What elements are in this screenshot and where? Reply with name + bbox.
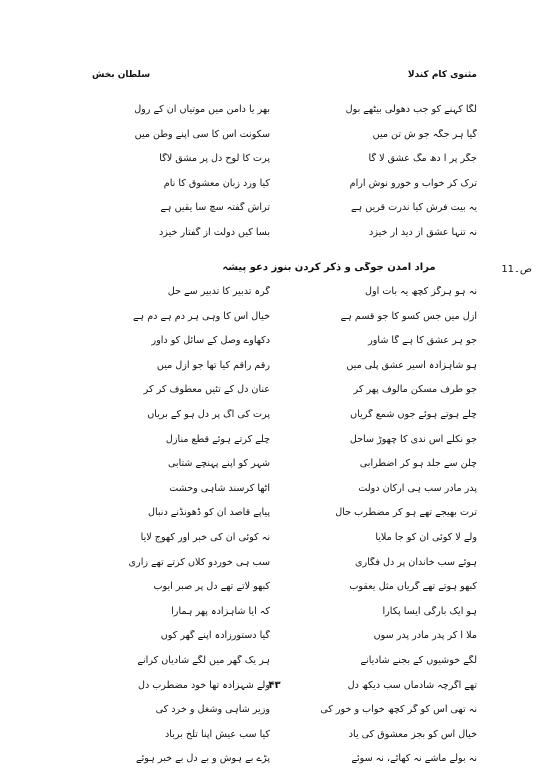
second-hemistich: کیا ورد زبان معشوق کا نام	[163, 177, 270, 189]
first-hemistich: لگے خوشیوں کے بجنے شادیانے	[360, 654, 477, 666]
second-hemistich: عنان دل کے تئیں معطوف کر کر	[143, 384, 270, 396]
first-hemistich: جو ہر عشق کا ہے گا شاور	[368, 335, 477, 347]
second-hemistich: اٹھا کرسند شاہی وحشت	[169, 482, 270, 494]
second-hemistich: پیاپے قاصد ان کو ڈھونڈنے دنبال	[148, 507, 270, 519]
verse-row	[92, 581, 477, 606]
verse-row	[92, 434, 477, 459]
second-hemistich: ولے شہزادہ تھا خود مضطرب دل	[137, 679, 270, 691]
verse-row	[92, 360, 477, 385]
second-hemistich: رقم راقم کیا تھا جو ازل میں	[156, 359, 270, 371]
second-hemistich: کیا سب عیش اپنا تلخ برباد	[165, 728, 270, 740]
verse-row	[92, 557, 477, 582]
verse-row	[92, 311, 477, 336]
verse-row	[92, 532, 477, 557]
first-hemistich: لگا کہنے کو جب دھولی بیٹھے بول	[345, 104, 477, 115]
first-hemistich: ازل میں جس کسو کا جو قسم ہے	[340, 310, 477, 322]
first-hemistich: پدر مادر سب ہی ارکان دولت	[358, 482, 477, 494]
first-hemistich: ولے لا کوئی ان کو جا ملایا	[375, 531, 477, 543]
manuscript-reference: ص۔11	[501, 264, 532, 275]
section-heading	[92, 262, 532, 280]
second-hemistich: سب ہی خوردو کلاں کرتے تھے زاری	[128, 556, 270, 568]
first-hemistich: چلن سے جلد ہو کر اضطرابی	[359, 458, 477, 470]
second-hemistich: گیا دستورزادہ اپنے گھر کوں	[160, 630, 270, 642]
verse-row	[92, 153, 477, 178]
first-hemistich: ہوئے سب خاندان پر دل فگاری	[354, 556, 477, 568]
verse-row	[92, 104, 477, 129]
second-hemistich: شہر کو اپنے پہنچے شتابی	[167, 458, 270, 470]
first-hemistich: جو نکلے اس ندی کا چھوڑ ساحل	[349, 433, 477, 445]
first-hemistich: نہ تھی اس کو گر کچھ خواب و خور کی	[320, 704, 477, 716]
first-hemistich: نہ ہو ہرگز کچھ یہ بات اول	[365, 286, 477, 297]
verse-row	[92, 483, 477, 508]
second-hemistich: سکونت اس کا سی اپنے وطن میں	[134, 128, 270, 140]
second-hemistich: پرت کی آگ پر دل ہو کے بریاں	[147, 408, 270, 420]
first-hemistich: چلے ہوتے ہوئے جوں شمع گریاں	[350, 408, 477, 420]
second-hemistich: وزیر شاہی وشغل و خرد کی	[155, 704, 270, 716]
first-hemistich: ہو ایک بارگی ایسا پکارا	[382, 605, 477, 617]
verse-row	[92, 384, 477, 409]
first-hemistich: نہ تنہا عشق از دید ار خیزد	[369, 226, 477, 238]
section-title: سلطان بخش	[92, 70, 151, 80]
first-hemistich: نہ بولے ماشے نہ کھائے، نہ سوئے	[351, 753, 477, 765]
second-hemistich: بسا کیں دولت از گفتار خیزد	[159, 226, 270, 238]
second-hemistich: بھر یا دامن میں موتیاں ان کے رول	[134, 104, 270, 115]
first-hemistich: جگر پر آ دھ مگ عشق لا گا	[368, 153, 477, 165]
second-hemistich: پرت کا لوح دل پر مشق لاگا	[159, 153, 270, 165]
second-hemistich: کہ آیا شاہزادہ پھر ہمارا	[171, 605, 270, 617]
first-hemistich: ہو شاہزادہ اسیر عشق پلی میں	[346, 359, 477, 371]
verse-row	[92, 227, 477, 252]
first-hemistich: ترت بھیجے تھے ہو کر مضطرب حال	[335, 507, 477, 519]
first-hemistich: کبھو ہوتے تھے گریاں مثل یعقوب	[349, 581, 477, 593]
page-number: ۴۳	[268, 680, 281, 691]
first-hemistich: یہ بیت فرش کیا ندرت قریں ہے	[350, 202, 477, 214]
verse-row	[92, 655, 477, 680]
verse-row	[92, 202, 477, 227]
verse-row	[92, 753, 477, 778]
first-hemistich: گیا ہر جگہ جو ش تن میں	[372, 128, 477, 140]
verse-row	[92, 409, 477, 434]
first-hemistich: ترک کر خواب و خورو نوش آرام	[349, 177, 477, 189]
second-hemistich: نہ کوئی ان کی خبر اور کھوج لایا	[140, 531, 270, 543]
second-hemistich: ہر یک گھر میں لگے شادیاں کرانے	[137, 654, 270, 666]
second-hemistich: خیال اس کا وہی ہر دم ہے دم ہے	[132, 310, 270, 322]
verse-row	[92, 704, 477, 729]
second-hemistich: چلے کرتے ہوئے قطع منازل	[165, 433, 270, 445]
verse-row	[92, 630, 477, 655]
first-hemistich: جو طرف مسکن مالوف پھر کر	[353, 384, 477, 396]
second-hemistich: گرہ تدبیر کا تدبیر سے حل	[167, 286, 270, 297]
second-hemistich: تراش گفتہ سچ سا یقیں ہے	[160, 202, 270, 214]
heading-title: مراد آمدن جوگی و ذکر کردن بنوز دعو پیشہ	[222, 262, 436, 273]
verses-section-1	[92, 104, 477, 252]
first-hemistich: ملا آ کر پدر مادر پدر سوں	[373, 630, 477, 642]
verse-row	[92, 286, 477, 311]
second-hemistich: پڑے بے ہوش و بے دل بے خبر ہوئے	[135, 753, 270, 765]
verse-row	[92, 129, 477, 154]
second-hemistich: کبھو لاتے تھے دل پر صبر ایوب	[153, 581, 270, 593]
verse-row	[92, 458, 477, 483]
verse-row	[92, 606, 477, 631]
second-hemistich: دکھاوے وصل کے سائل کو داور	[151, 335, 270, 347]
page-header	[92, 70, 477, 86]
first-hemistich: خیال اس کو بجز معشوق کی یاد	[348, 728, 477, 740]
verse-row	[92, 507, 477, 532]
verse-row	[92, 178, 477, 203]
verses-section-2	[92, 286, 477, 778]
verse-row	[92, 335, 477, 360]
book-title: مثنوی کام کندلا	[407, 70, 477, 80]
verse-row	[92, 729, 477, 754]
first-hemistich: تھے اگرچہ شادماں سب دیکھ دل	[347, 679, 477, 691]
